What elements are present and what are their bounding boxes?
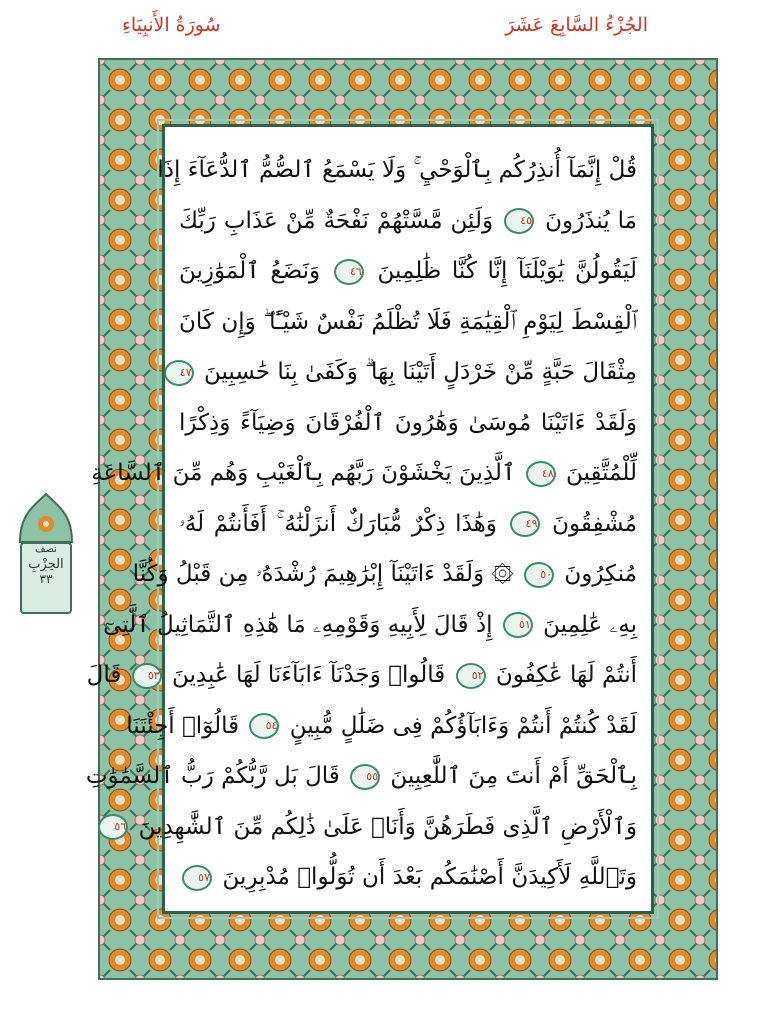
verse-text: قَالَ [86, 662, 122, 688]
verse-number-marker: ٥٥ [350, 764, 380, 790]
verse-text: أَنتُمْ لَهَا عَٰكِفُونَ [495, 662, 637, 688]
verse-line [165, 852, 651, 903]
verse-number-marker: ٤٥ [504, 208, 534, 234]
verse-line [126, 701, 651, 752]
verse-text: ٱلَّذِينَ يَخْشَوْنَ رَبَّهُم بِٱلْغَيْبِ وَهُم مِّنَ ٱلسَّاعَةِ [91, 460, 516, 486]
verse-line [157, 145, 651, 196]
verse-line [114, 802, 651, 853]
verse-text: قُلْ إِنَّمَآ أُنذِرُكُم بِٱلْوَحْيِ ۚ وَلَا يَسْمَعُ ٱلصُّمُّ ٱلدُّعَآءَ إِذَا [157, 157, 637, 183]
verse-line [165, 297, 651, 348]
verse-text: وَٱلْأَرْضِ ٱلَّذِى فَطَرَهُنَّ وَأَنَا۠ عَلَىٰ ذَٰلِكُم مِّنَ ٱلشَّٰهِدِينَ [138, 813, 637, 840]
verse-text: مِثْقَالَ حَبَّةٍ مِّنْ خَرْدَلٍ أَتَيْنَا بِهَا ۗ وَكَفَىٰ بِنَا حَٰسِبِينَ [203, 359, 637, 385]
verse-line [165, 398, 651, 449]
verse-number-marker: ٤٩ [510, 511, 540, 537]
verse-line [165, 246, 651, 297]
verse-text: لَقَدْ كُنتُمْ أَنتُمْ وَءَابَآؤُكُمْ فِى ضَلَٰلٍ مُّبِينٍ [289, 712, 637, 739]
hizb-number: ٣٣ [39, 572, 53, 586]
verse-number-marker: ٥٣ [132, 663, 162, 689]
verse-text: وَتَٱللَّهِ لَأَكِيدَنَّ أَصْنَٰمَكُم بَعْدَ أَن تُوَلُّوا۟ مُدْبِرِينَ [222, 864, 637, 890]
verse-line [91, 448, 651, 499]
verse-text: وَهَٰذَا ذِكْرٌ مُّبَارَكٌ أَنزَلْنَٰهُ ۚ أَفَأَنتُمْ لَهُۥ [179, 510, 497, 537]
verse-line [165, 196, 651, 247]
verse-text: مَا يُنذَرُونَ [545, 207, 637, 234]
verse-text: قَالُوا۟ وَجَدْنَآ ءَابَآءَنَا لَهَا عَٰبِدِينَ [172, 662, 446, 688]
verse-text: وَلَقَدْ ءَاتَيْنَا مُوسَىٰ وَهَٰرُونَ ٱلْفُرْقَانَ وَضِيَآءً وَذِكْرًا [179, 409, 637, 436]
verse-text: ۞ وَلَقَدْ ءَاتَيْنَآ إِبْرَٰهِيمَ رُشْدَهُۥ مِن قَبْلُ وَكُنَّا [132, 561, 514, 587]
hizb-label-box [20, 542, 72, 614]
hizb-badge [14, 492, 78, 624]
verse-number-marker: ٥٠ [524, 562, 554, 588]
verse-number-marker: ٥٤ [249, 713, 279, 739]
verse-text: قَالُوٓا۟ أَجِئْتَنَا [126, 712, 240, 739]
verse-lines [85, 145, 651, 903]
verse-line [165, 499, 651, 550]
verse-number-marker: ٤٦ [334, 259, 364, 285]
verse-line [103, 600, 651, 651]
verse-text: إِذْ قَالَ لِأَبِيهِ وَقَوْمِهِۦ مَا هَٰذِهِ ٱلتَّمَاثِيلُ ٱلَّتِىٓ [103, 611, 493, 638]
verse-text: مُشْفِقُونَ [552, 510, 637, 537]
hizb-label: الحِزْبِ [28, 557, 64, 572]
verse-text: لِّلْمُتَّقِينَ [566, 460, 637, 486]
verse-number-marker: ٥٦ [98, 814, 128, 840]
verse-text: بِٱلْحَقِّ أَمْ أَنتَ مِنَ ٱللَّٰعِبِينَ [390, 763, 637, 789]
verse-text: بِهِۦ عَٰلِمِينَ [543, 611, 637, 638]
verse-text: وَلَئِن مَّسَّتْهُمْ نَفْحَةٌ مِّنْ عَذَابِ رَبِّكَ [179, 207, 494, 234]
verse-line [85, 751, 651, 802]
verse-text: قَالَ بَل رَّبُّكُمْ رَبُّ ٱلسَّمَٰوَٰتِ [85, 763, 340, 789]
verse-text: وَنَضَعُ ٱلْمَوَٰزِينَ [179, 258, 321, 284]
hizb-half-label: نصف [35, 544, 57, 555]
verse-number-marker: ٤٧ [164, 360, 194, 386]
verse-text: مُنكِرُونَ [564, 561, 637, 587]
verse-text: لَيَقُولُنَّ يَٰوَيْلَنَآ إِنَّا كُنَّا ظَٰلِمِينَ [377, 258, 637, 284]
surah-name: سُورَةُ الأَنبِيَاءِ [122, 14, 221, 36]
verse-line [165, 347, 651, 398]
verse-line [132, 549, 651, 600]
verse-panel [85, 124, 654, 914]
verse-text: ٱلْقِسْطَ لِيَوْمِ ٱلْقِيَٰمَةِ فَلَا تُظْلَمُ نَفْسٌ شَيْـًٔا ۖ وَإِن كَانَ [179, 308, 637, 335]
verse-number-marker: ٥١ [503, 612, 533, 638]
verse-number-marker: ٤٨ [526, 461, 556, 487]
verse-number-marker: ٥٢ [456, 663, 486, 689]
verse-line [86, 650, 651, 701]
verse-number-marker: ٥٧ [182, 865, 212, 891]
juz-name: الجُزْءُ السَّابِعَ عَشَرَ [505, 14, 648, 36]
